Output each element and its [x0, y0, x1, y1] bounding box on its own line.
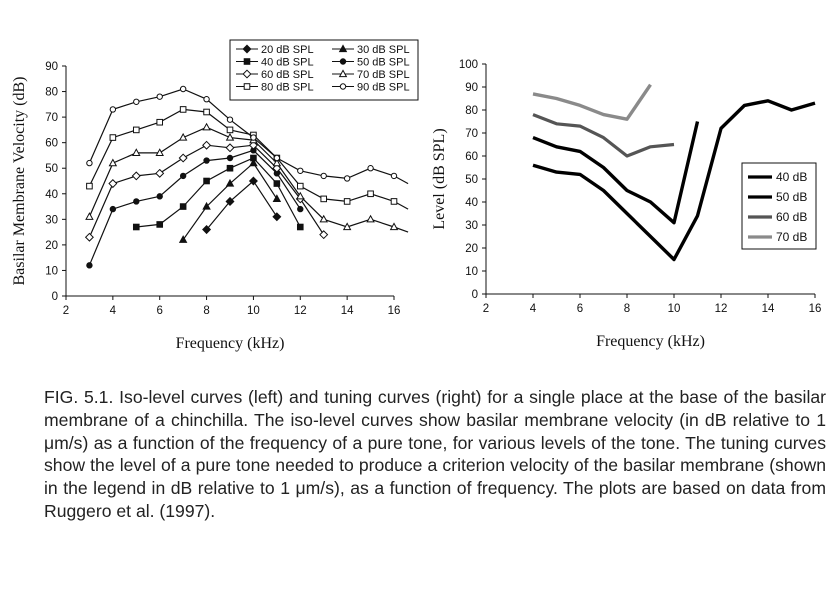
right-legend-label: 40 dB	[776, 170, 808, 184]
left-y-tick-label: 10	[45, 265, 58, 278]
left-data-point	[134, 99, 139, 104]
right-series-70-db	[533, 85, 651, 120]
left-data-point	[321, 173, 326, 178]
left-legend	[230, 40, 418, 100]
right-legend-label: 50 dB	[776, 190, 808, 204]
left-x-tick-label: 16	[387, 305, 401, 317]
left-data-point	[391, 199, 397, 205]
right-x-axis-title: Frequency (kHz)	[596, 333, 705, 350]
left-data-point	[226, 144, 234, 152]
left-data-point	[298, 168, 303, 173]
left-data-point	[109, 180, 117, 188]
left-data-point	[227, 127, 233, 133]
left-legend-marker	[244, 84, 250, 90]
right-legend-label: 60 dB	[776, 210, 808, 224]
left-y-tick-label: 50	[45, 163, 58, 176]
left-data-point	[110, 107, 115, 112]
left-legend-label: 30 dB SPL	[357, 44, 410, 56]
left-data-point	[203, 141, 211, 149]
left-chart	[11, 40, 418, 352]
left-legend-label: 50 dB SPL	[357, 56, 410, 69]
left-legend-label: 70 dB SPL	[357, 69, 410, 81]
left-data-point	[344, 176, 349, 181]
left-data-point	[251, 135, 256, 140]
left-legend-label: 80 dB SPL	[261, 81, 314, 94]
right-series-60-db	[533, 115, 674, 156]
left-legend-label: 20 dB SPL	[261, 44, 314, 56]
left-x-tick-label: 10	[247, 305, 260, 317]
left-y-tick-label: 20	[45, 239, 58, 252]
left-data-point	[179, 154, 187, 162]
left-data-point	[204, 97, 209, 102]
left-data-point	[204, 178, 210, 184]
left-y-axis-title: Basilar Membrane Velocity (dB)	[11, 76, 28, 286]
left-legend-marker	[340, 59, 345, 64]
left-legend-label: 40 dB SPL	[261, 56, 314, 69]
right-y-tick-label: 70	[465, 128, 478, 140]
left-data-point	[321, 196, 327, 202]
right-y-tick-label: 100	[458, 59, 478, 71]
left-legend-marker	[340, 84, 345, 89]
right-y-tick-label: 60	[465, 151, 478, 163]
left-data-point	[391, 173, 396, 178]
left-data-point	[204, 158, 209, 163]
left-data-point	[133, 224, 139, 230]
right-x-tick-label: 6	[576, 303, 584, 315]
left-series-line	[89, 150, 300, 265]
left-y-tick-label: 80	[45, 86, 58, 99]
right-x-tick-label: 4	[529, 303, 537, 315]
left-data-point	[320, 231, 328, 239]
left-data-point	[180, 173, 185, 178]
left-data-point	[110, 206, 115, 211]
right-x-tick-label: 8	[623, 303, 631, 315]
left-data-point	[86, 213, 93, 219]
left-data-point	[203, 124, 210, 130]
left-data-point	[157, 222, 163, 228]
left-y-tick-label: 0	[51, 291, 58, 303]
left-x-axis-title: Frequency (kHz)	[175, 335, 285, 352]
left-x-tick-label: 4	[109, 305, 117, 317]
left-data-point	[204, 109, 210, 115]
left-data-point	[344, 199, 350, 205]
left-data-point	[297, 183, 303, 189]
left-x-tick-label: 12	[293, 305, 307, 317]
right-y-tick-label: 20	[465, 243, 478, 255]
right-x-tick-label: 12	[714, 303, 728, 315]
right-x-tick-label: 10	[667, 303, 681, 315]
left-series-80-db-spl	[87, 107, 408, 209]
left-data-point	[157, 94, 162, 99]
left-y-tick-label: 30	[45, 214, 58, 227]
left-data-point	[132, 172, 140, 180]
right-x-tick-label: 14	[761, 303, 775, 315]
right-y-tick-label: 80	[465, 105, 478, 117]
right-legend	[742, 163, 816, 249]
left-data-point	[156, 170, 164, 178]
right-y-tick-label: 0	[471, 289, 478, 301]
left-legend-marker	[244, 59, 250, 65]
right-y-tick-label: 30	[465, 220, 478, 232]
left-data-point	[180, 204, 186, 210]
left-data-point	[180, 107, 186, 113]
right-y-tick-label: 10	[465, 266, 478, 278]
figure-caption: FIG. 5.1. Iso-level curves (left) and tuning curves (right) for a single place at the base of the basilar membrane of a chinchilla. The iso-level curves show basilar membrane velocity (in dB relative to 1 μm/s) as a function of the frequency of a pure tone, for various levels of the tone. The tuning curves show the level of a pure tone needed to produce a criterion velocity of the basilar membrane (shown in the legend in dB relative to 1 μm/s), as a function of frequency. The plots are based on data from Ruggero et al. (1997).	[44, 387, 826, 521]
left-data-point	[86, 233, 94, 241]
left-series-line	[207, 181, 277, 230]
left-legend-label: 60 dB SPL	[261, 69, 314, 81]
left-x-tick-label: 2	[62, 305, 70, 317]
left-data-point	[297, 224, 303, 230]
right-y-tick-label: 50	[465, 174, 478, 186]
left-data-point	[274, 181, 280, 187]
left-data-point	[110, 135, 116, 141]
left-x-tick-label: 8	[203, 305, 210, 317]
right-y-tick-label: 40	[465, 197, 478, 209]
left-data-point	[227, 165, 233, 171]
left-series-line	[89, 109, 408, 209]
left-data-point	[368, 191, 374, 197]
left-data-point	[367, 216, 374, 222]
left-legend-label: 90 dB SPL	[357, 81, 410, 94]
left-y-tick-label: 90	[45, 61, 58, 73]
right-y-tick-label: 90	[465, 82, 478, 94]
left-data-point	[273, 213, 281, 221]
left-y-tick-label: 60	[45, 137, 58, 150]
left-data-point	[87, 183, 93, 189]
left-data-point	[157, 194, 162, 199]
left-data-point	[87, 160, 92, 165]
left-series-line	[89, 127, 408, 232]
left-y-tick-label: 40	[45, 188, 58, 201]
left-data-point	[133, 127, 139, 133]
right-x-tick-label: 16	[808, 303, 822, 315]
left-data-point	[251, 155, 257, 161]
left-data-point	[298, 206, 303, 211]
left-data-point	[157, 119, 163, 125]
left-data-point	[87, 263, 92, 268]
right-chart	[431, 59, 821, 350]
left-data-point	[368, 166, 373, 171]
left-x-tick-label: 6	[156, 305, 163, 317]
left-y-tick-label: 70	[45, 112, 58, 125]
left-data-point	[227, 117, 232, 122]
left-data-point	[274, 155, 279, 160]
right-legend-label: 70 dB	[776, 230, 808, 244]
left-x-tick-label: 14	[340, 305, 354, 317]
left-series-20-db-spl	[203, 177, 281, 233]
left-data-point	[180, 86, 185, 91]
right-y-axis-title: Level (dB SPL)	[431, 128, 448, 230]
right-x-tick-label: 2	[482, 303, 490, 315]
left-data-point	[227, 155, 232, 160]
left-data-point	[134, 199, 139, 204]
